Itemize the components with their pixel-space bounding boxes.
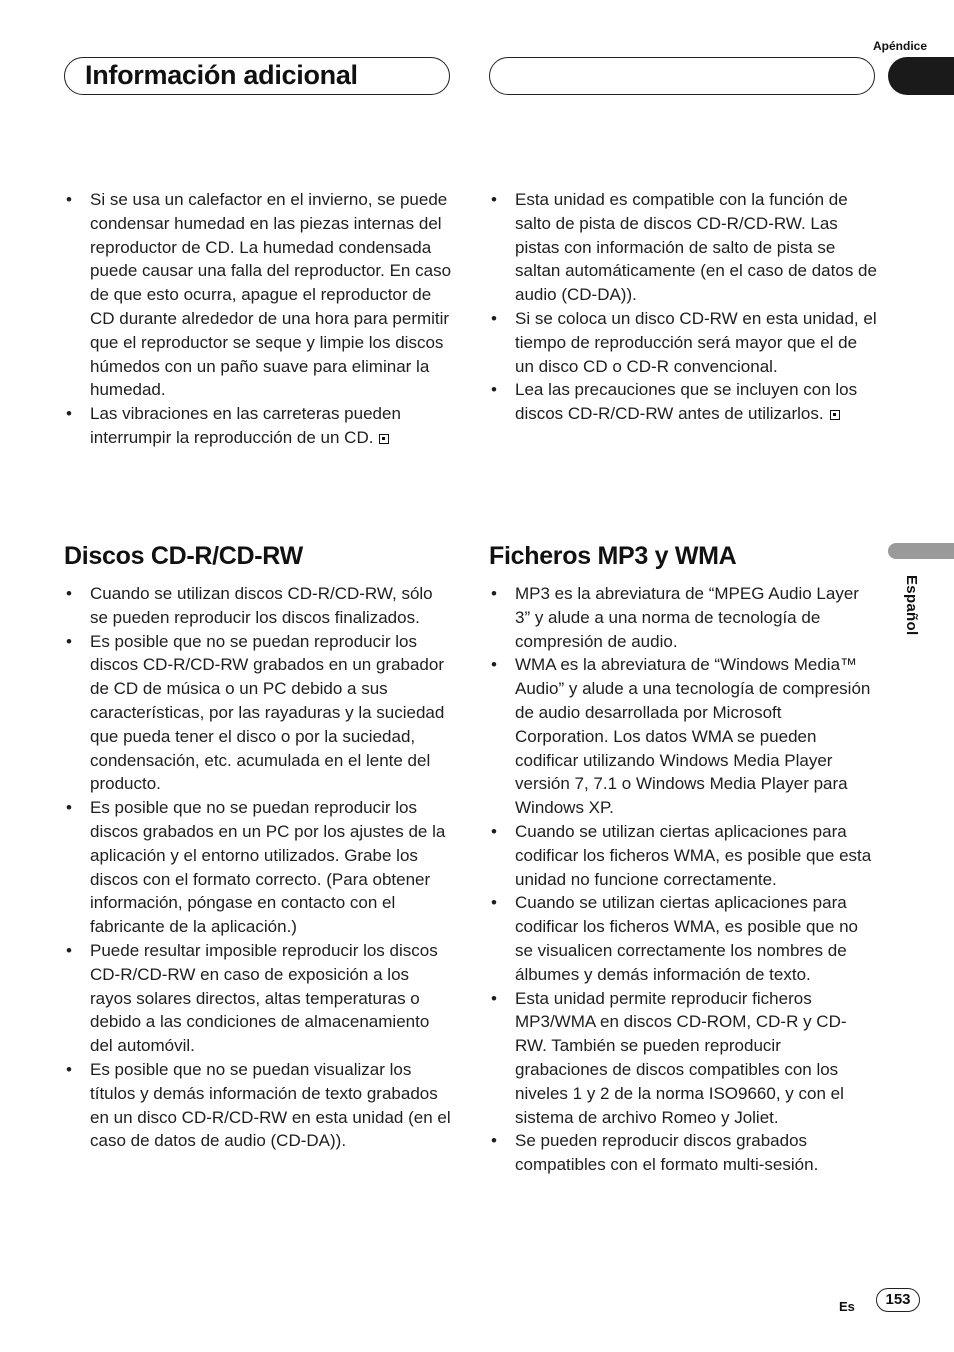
section-title-mp3: Ficheros MP3 y WMA	[489, 542, 737, 570]
language-tab	[888, 543, 954, 559]
end-mark-icon	[379, 434, 389, 444]
section-header-box	[64, 57, 450, 95]
list-item: • Es posible que no se puedan visualizar los títulos y demás información de texto grabados en un disco CD-R/CD-RW en esta unidad (en el caso de datos de audio (CD-DA)).	[64, 1058, 452, 1153]
bullet-list	[489, 188, 877, 426]
list-item: • Si se usa un calefactor en el invierno, se puede condensar humedad en las piezas internas del reproductor de CD. La humedad condensada puede causar una falla del reproductor. En caso de que esto ocurra, apague el reproductor de CD durante alrededor de una hora para permitir que el reproductor se seque y limpie los discos húmedos con un paño suave para eliminar la humedad.	[64, 188, 452, 402]
list-item: • Esta unidad permite reproducir ficheros MP3/WMA en discos CD-ROM, CD-R y CD-RW. También se pueden reproducir grabaciones de discos compatibles con los niveles 1 y 2 de la norma ISO9660, y con el sistema de archivo Romeo y Joliet.	[489, 987, 877, 1130]
chapter-tab	[888, 57, 954, 95]
page-number: 153	[876, 1288, 920, 1312]
appendix-label: Apéndice	[872, 39, 927, 53]
list-item: • MP3 es la abreviatura de “MPEG Audio Layer 3” y alude a una norma de tecnología de compresión de audio.	[489, 582, 877, 653]
side-language-label: Español	[903, 575, 920, 636]
mp3-column	[489, 582, 877, 1177]
footer-language-code: Es	[839, 1299, 855, 1314]
list-item: • Cuando se utilizan ciertas aplicaciones para codificar los ficheros WMA, es posible que no se visualicen correctamente los nombres de álbumes y demás información de texto.	[489, 891, 877, 986]
list-item: • Puede resultar imposible reproducir los discos CD-R/CD-RW en caso de exposición a los rayos solares directos, altas temperaturas o debido a las condiciones de almacenamiento del automóvil.	[64, 939, 452, 1058]
header-empty-box	[489, 57, 875, 95]
cdr-column	[64, 582, 452, 1153]
bullet-list	[489, 582, 877, 1177]
list-item: • Cuando se utilizan discos CD-R/CD-RW, sólo se pueden reproducir los discos finalizados.	[64, 582, 452, 630]
list-item: • Esta unidad es compatible con la función de salto de pista de discos CD-R/CD-RW. Las pistas con información de salto de pista se saltan automáticamente (en el caso de datos de audio (CD-DA)).	[489, 188, 877, 307]
list-item: • Se pueden reproducir discos grabados compatibles con el formato multi-sesión.	[489, 1129, 877, 1177]
page-title: Información adicional	[85, 60, 358, 90]
list-item: • Es posible que no se puedan reproducir los discos grabados en un PC por los ajustes de la aplicación y el entorno utilizados. Grabe los discos con el formato correcto. (Para obtener información, póngase en contacto con el fabricante de la aplicación.)	[64, 796, 452, 939]
bullet-list	[64, 582, 452, 1153]
section-title-cdr: Discos CD-R/CD-RW	[64, 542, 303, 570]
list-item: • Lea las precauciones que se incluyen con los discos CD-R/CD-RW antes de utilizarlos.	[489, 378, 877, 426]
bullet-list	[64, 188, 452, 450]
end-mark-icon	[830, 410, 840, 420]
list-item: • Es posible que no se puedan reproducir los discos CD-R/CD-RW grabados en un grabador de CD de música o un PC debido a sus características, por las rayaduras y la suciedad que pueda tener el disco o por la suciedad, condensación, etc. acumulada en el lente del producto.	[64, 630, 452, 797]
list-item: • Cuando se utilizan ciertas aplicaciones para codificar los ficheros WMA, es posible que esta unidad no funcione correctamente.	[489, 820, 877, 891]
list-item: • Si se coloca un disco CD-RW en esta unidad, el tiempo de reproducción será mayor que el de un disco CD o CD-R convencional.	[489, 307, 877, 378]
top-left-column	[64, 188, 452, 450]
list-item: • WMA es la abreviatura de “Windows Media™ Audio” y alude a una tecnología de compresión de audio desarrollada por Microsoft Corporation. Los datos WMA se pueden codificar utilizando Windows Media Player versión 7, 7.1 o Windows Media Player para Windows XP.	[489, 653, 877, 820]
top-right-column	[489, 188, 877, 426]
list-item: • Las vibraciones en las carreteras pueden interrumpir la reproducción de un CD.	[64, 402, 452, 450]
